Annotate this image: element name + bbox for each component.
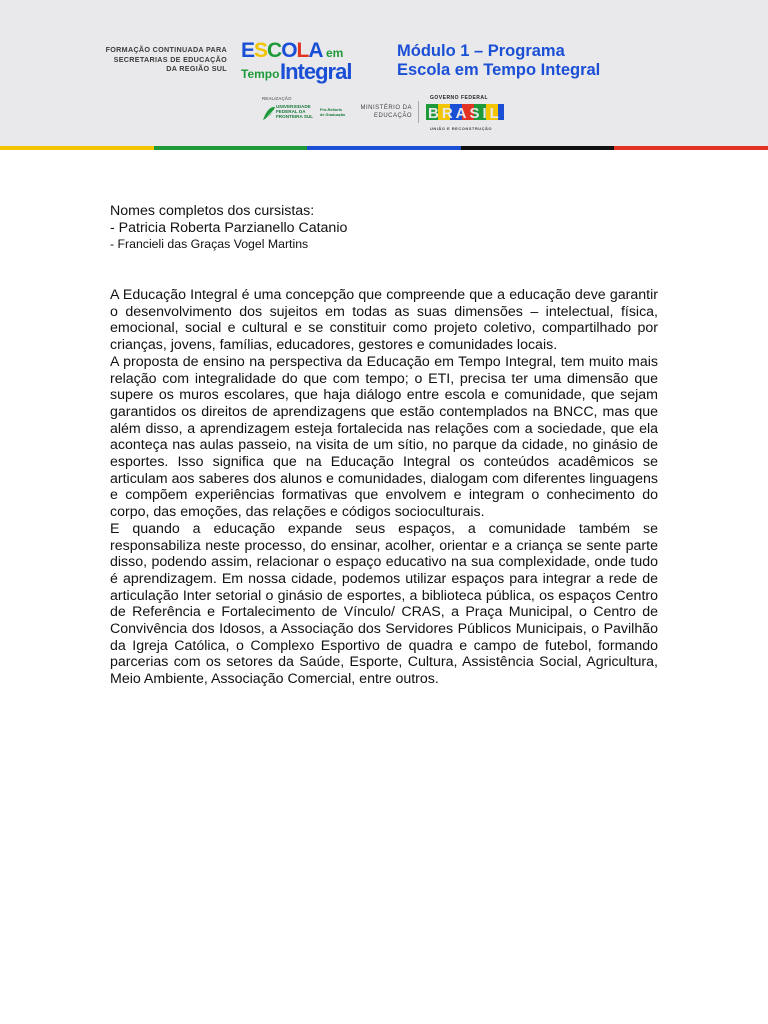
student-name: - Patricia Roberta Parzianello Catanio [110,219,348,236]
stripe-yellow [0,146,154,150]
stripe-green [154,146,308,150]
color-stripe [0,146,768,150]
uffs-line: FRONTEIRA SUL [276,114,314,119]
svg-text:ESCOLA: ESCOLA [241,39,323,62]
program-line: FORMAÇÃO CONTINUADA PARA [105,45,227,54]
gov-federal-label: GOVERNO FEDERAL [430,95,489,101]
logo-tempo: Tempo [241,67,280,81]
logo-integral: Integral [280,59,352,84]
realizacao-label: REALIZAÇÃO [262,96,292,101]
program-line: DA REGIÃO SUL [166,64,227,73]
module-line: Escola em Tempo Integral [397,61,601,79]
uffs-line: FEDERAL DA [276,109,306,114]
prorectory-line: de Graduação [320,112,346,117]
stripe-black [461,146,615,150]
stripe-red [614,146,768,150]
student-name: - Francieli das Graças Vogel Martins [110,237,309,252]
paragraph: E quando a educação expande seus espaços, a comunidade também se responsabiliza neste processo, do ensinar, acolher, orientar e a criança se sente parte disso, podendo assim, relacionar o espaço educativo na sua complexidade, onde tudo é aprendizagem. Em nossa cidade, podemos utilizar espaços para integrar a rede de articulação Inter setorial o ginásio de esportes, a biblioteca pública, os espaços Centro de Referência e Fortalecimento de Vínculo/ CRAS, a Praça Municipal, o Centro de Convivência dos Idosos, a Associação dos Servidores Públicos Municipais, o Pavilhão da Igreja Católica, o Complexo Esportivo de quadra e campo de futebol, formando parcerias com os setores da Saúde, Esporte, Cultura, Assistência Social, Agricultura, Meio Ambiente, Associação Comercial, entre outros. [110,520,658,688]
gov-slogan: UNIÃO E RECONSTRUÇÃO [430,126,493,131]
stripe-blue [307,146,461,150]
module-title [397,42,600,80]
ministry-name [356,104,412,120]
ministry-line: EDUCAÇÃO [373,113,412,119]
names-heading: Nomes completos dos cursistas: [110,203,315,219]
ministry-line: MINISTÉRIO DA [360,105,412,111]
uffs-name [276,104,313,119]
paragraph: A proposta de ensino na perspectiva da Educação em Tempo Integral, tem muito mais relação com integralidade do que com tempo; o ETI, precisa ter uma dimensão que supere os muros escolares, que haja diálogo entre escola e comunidade, que sejam garantidos os direitos de aprendizagens que estão contemplados na BNCC, mas que além disso, a aprendizagem esteja fortalecida nas relações com a sociedade, que ela aconteça nas aulas passeio, na visita de um sítio, no parque da cidade, no ginásio de esportes. Isso significa que na Educação Integral os conteúdos acadêmicos se articulam aos saberes dos alunos e comunidades, dialogam com diferentes linguagens e compõem experiências formativas que envolvem e integram o conhecimento do corpo, das emoções, das relações e códigos socioculturais. [110,353,658,521]
escola-tempo-integral-logo [240,38,380,84]
prorectory-name [320,108,345,117]
document-body [110,287,658,688]
header-divider [418,101,419,123]
student-names [110,203,658,252]
logo-em: em [326,46,344,60]
prorectory-line: Pró-Reitoria [320,108,342,112]
program-line: SECRETARIAS DE EDUCAÇÃO [113,54,227,64]
uffs-line: UNIVERSIDADE [276,104,311,109]
module-line: Módulo 1 – Programa [397,42,565,60]
brasil-wordmark: BRASIL [428,105,502,122]
program-title [97,45,227,74]
paragraph: A Educação Integral é uma concepção que compreende que a educação deve garantir o desenvolvimento dos sujeitos em todas as suas dimensões – intelectual, física, emocional, social e cultural e se constituir como projeto coletivo, compartilhado por crianças, jovens, famílias, educadores, gestores e comunidades locais. [110,287,658,354]
